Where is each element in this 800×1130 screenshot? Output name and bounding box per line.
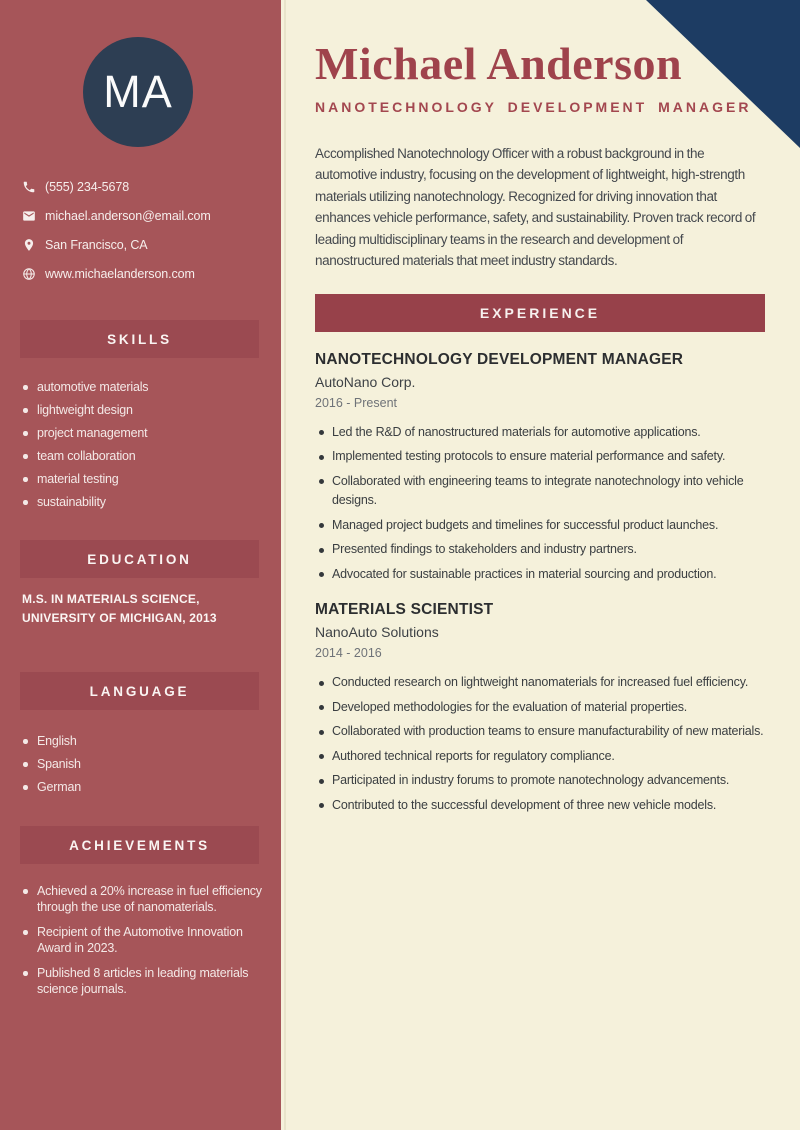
sidebar: [0, 0, 281, 1130]
job-bullet: Implemented testing protocols to ensure material performance and safety.: [315, 447, 765, 467]
skills-list: [22, 379, 264, 517]
job-dates: 2016 - Present: [315, 395, 397, 410]
achievement-item: Recipient of the Automotive Innovation Award in 2023.: [22, 924, 265, 956]
location-icon: [22, 238, 36, 252]
main-content: [315, 0, 765, 820]
contact-phone: (555) 234-5678: [45, 180, 130, 194]
job-bullet: Authored technical reports for regulatory compliance.: [315, 747, 765, 767]
language-item: Spanish: [22, 756, 264, 772]
globe-icon: [22, 267, 36, 281]
page-fold-line: [284, 0, 286, 1130]
skill-item: automotive materials: [22, 379, 264, 395]
job-bullet: Developed methodologies for the evaluation of material properties.: [315, 698, 765, 718]
contact-row: [22, 266, 267, 282]
avatar-initials: MA: [103, 66, 173, 117]
job-bullet: Conducted research on lightweight nanomaterials for increased fuel efficiency.: [315, 673, 765, 693]
achievement-item: Published 8 articles in leading materials science journals.: [22, 965, 265, 997]
skills-heading: SKILLS: [20, 320, 259, 358]
contact-row: [22, 179, 267, 195]
education-degree: M.S. IN MATERIALS SCIENCE, UNIVERSITY OF MICHIGAN, 2013: [22, 592, 217, 625]
contact-website: www.michaelanderson.com: [45, 267, 195, 281]
job-title: NANOTECHNOLOGY DEVELOPMENT MANAGER: [315, 350, 684, 368]
experience-entry: [315, 350, 765, 585]
job-bullet-list: [315, 423, 765, 585]
contact-list: [22, 179, 267, 295]
skill-item: project management: [22, 425, 264, 441]
job-bullet: Led the R&D of nanostructured materials for automotive applications.: [315, 423, 765, 443]
email-icon: [22, 209, 36, 223]
skill-item: sustainability: [22, 494, 264, 510]
contact-email: michael.anderson@email.com: [45, 209, 211, 223]
language-item: English: [22, 733, 264, 749]
person-job-title: NANOTECHNOLOGY DEVELOPMENT MANAGER: [315, 98, 752, 115]
job-bullet: Contributed to the successful development of three new vehicle models.: [315, 796, 765, 816]
job-company: NanoAuto Solutions: [315, 624, 439, 641]
achievements-list: [22, 883, 264, 1006]
achievement-item: Achieved a 20% increase in fuel efficiency through the use of nanomaterials.: [22, 883, 265, 915]
job-bullet: Advocated for sustainable practices in material sourcing and production.: [315, 565, 765, 585]
job-bullet: Collaborated with engineering teams to integrate nanotechnology into vehicle designs.: [315, 472, 765, 511]
language-item: German: [22, 779, 264, 795]
language-list: [22, 733, 264, 802]
achievements-heading: ACHIEVEMENTS: [20, 826, 259, 864]
job-bullet: Presented findings to stakeholders and industry partners.: [315, 540, 765, 560]
job-company: AutoNano Corp.: [315, 373, 416, 390]
contact-location: San Francisco, CA: [45, 238, 148, 252]
job-bullet: Managed project budgets and timelines for successful product launches.: [315, 516, 765, 536]
experience-entry: [315, 600, 765, 815]
person-name: Michael Anderson: [315, 38, 683, 89]
experience-heading: EXPERIENCE: [315, 294, 765, 332]
job-bullet-list: [315, 673, 765, 815]
job-bullet: Participated in industry forums to promote nanotechnology advancements.: [315, 771, 765, 791]
skill-item: material testing: [22, 471, 264, 487]
job-bullet: Collaborated with production teams to ensure manufacturability of new materials.: [315, 722, 765, 742]
skill-item: lightweight design: [22, 402, 264, 418]
avatar: [83, 37, 193, 147]
education-heading: EDUCATION: [20, 540, 259, 578]
job-dates: 2014 - 2016: [315, 646, 382, 661]
contact-row: [22, 237, 267, 253]
skill-item: team collaboration: [22, 448, 264, 464]
job-title: MATERIALS SCIENTIST: [315, 601, 494, 619]
phone-icon: [22, 180, 36, 194]
language-heading: LANGUAGE: [20, 672, 259, 710]
contact-row: [22, 208, 267, 224]
profile-summary: Accomplished Nanotechnology Officer with a robust background in the automotive industry, focusing on the development of lightweight, high-strength materials utilizing nanotechnology. Recognized for driving innovation that enhances vehicle performance, safety, and sustainability. Proven track record of leading multidisciplinary teams in the research and development of nanostructured materials that meet industry standards.: [315, 145, 756, 269]
